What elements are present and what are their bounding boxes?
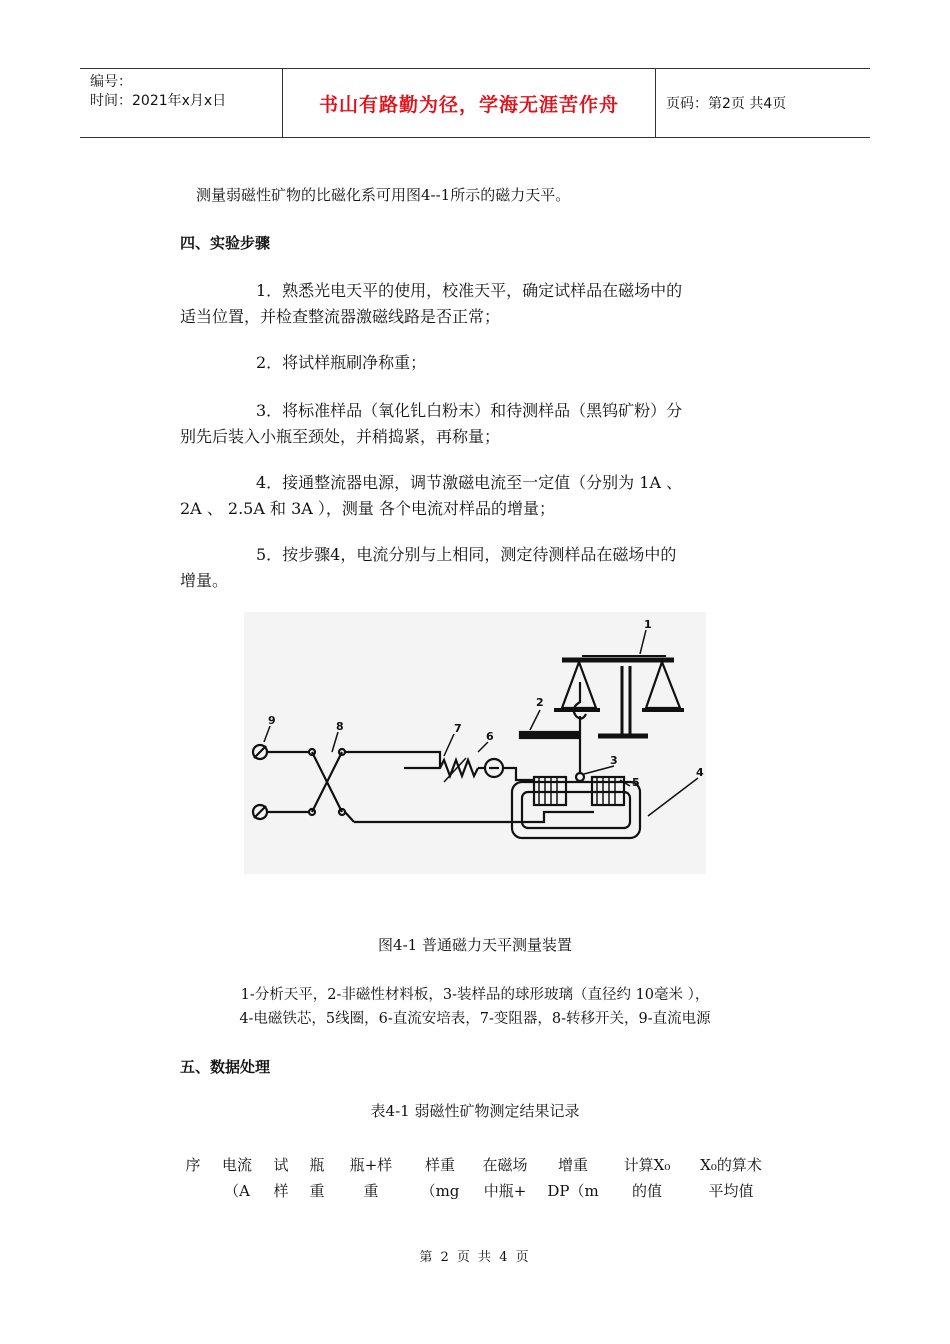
col-header-sample-weight: 样重 （mg	[420, 1156, 460, 1200]
label-2: 2	[536, 696, 544, 709]
header-left-cell	[80, 69, 282, 137]
section5-title: 五、数据处理	[180, 1058, 271, 1076]
number-label: 编号：	[90, 74, 132, 90]
col-header-in-field: 在磁场 中瓶+	[482, 1156, 528, 1200]
label-5: 5	[632, 776, 640, 789]
label-6: 6	[486, 730, 494, 743]
section4-title: 四、实验步骤	[180, 234, 271, 252]
col-header-bottle-weight: 瓶 重	[309, 1156, 325, 1200]
figure-legend-line-1: 1-分析天平，2-非磁性材料板，3-装样品的球形玻璃（直径约 10毫米 ），	[240, 987, 710, 1003]
col-header-sample: 试 样	[273, 1156, 289, 1200]
figure-legend-line-2: 4-电磁铁芯，5线圈，6-直流安培表，7-变阻器，8-转移开关，9-直流电源	[239, 1011, 711, 1027]
table-caption: 表4-1 弱磁性矿物测定结果记录	[370, 1102, 580, 1120]
col-header-x0-mean: X₀的算术 平均值	[700, 1156, 762, 1200]
header-motto-cell	[282, 69, 656, 137]
col-header-x0-value: 计算X₀ 的值	[623, 1156, 671, 1200]
page-footer: 第 2 页 共 4 页	[419, 1250, 531, 1265]
label-3: 3	[610, 754, 618, 767]
step-4: 4．接通整流器电源，调节激磁电流至一定值（分别为 1A 、 2A 、 2.5A 和 3A ），测量 各个电流对样品的增量；	[180, 473, 683, 518]
table-header-row	[0, 1152, 950, 1212]
magnetic-balance-diagram	[244, 612, 706, 874]
nonmagnetic-plate	[520, 732, 578, 738]
step-3: 3．将标准样品（氧化钆白粉末）和待测样品（黑钨矿粉）分 别先后装入小瓶至颈处，并稍捣紧，再称量；	[180, 401, 683, 446]
page-header	[80, 68, 870, 138]
figure-caption: 图4-1 普通磁力天平测量装置	[378, 936, 572, 954]
col-header-bottle-sample-weight: 瓶+样 重	[349, 1156, 393, 1200]
col-header-current: 电流 （A	[221, 1156, 252, 1200]
label-1: 1	[644, 618, 652, 631]
header-page-cell	[656, 69, 870, 137]
label-4: 4	[696, 766, 704, 779]
motto-text: 书山有路勤为径，学海无涯苦作舟	[318, 93, 619, 116]
time-label: 时间：2021年x月x日	[90, 93, 227, 109]
col-header-index: 序	[185, 1156, 201, 1174]
step-1: 1．熟悉光电天平的使用，校准天平，确定试样品在磁场中的 适当位置，并检查整流器激磁线路是否正常；	[180, 281, 683, 326]
page-label: 页码：第2页 共4页	[666, 96, 787, 112]
step-5: 5．按步骤4，电流分别与上相同，测定待测样品在磁场中的 增量。	[180, 545, 677, 590]
intro-paragraph: 测量弱磁性矿物的比磁化系可用图4--1所示的磁力天平。	[196, 186, 571, 204]
col-header-weight-gain: 增重 DP（m	[547, 1156, 599, 1200]
label-7: 7	[454, 722, 462, 735]
label-8: 8	[336, 720, 344, 733]
label-9: 9	[268, 714, 276, 727]
step-2: 2．将试样瓶刷净称重；	[256, 353, 427, 372]
